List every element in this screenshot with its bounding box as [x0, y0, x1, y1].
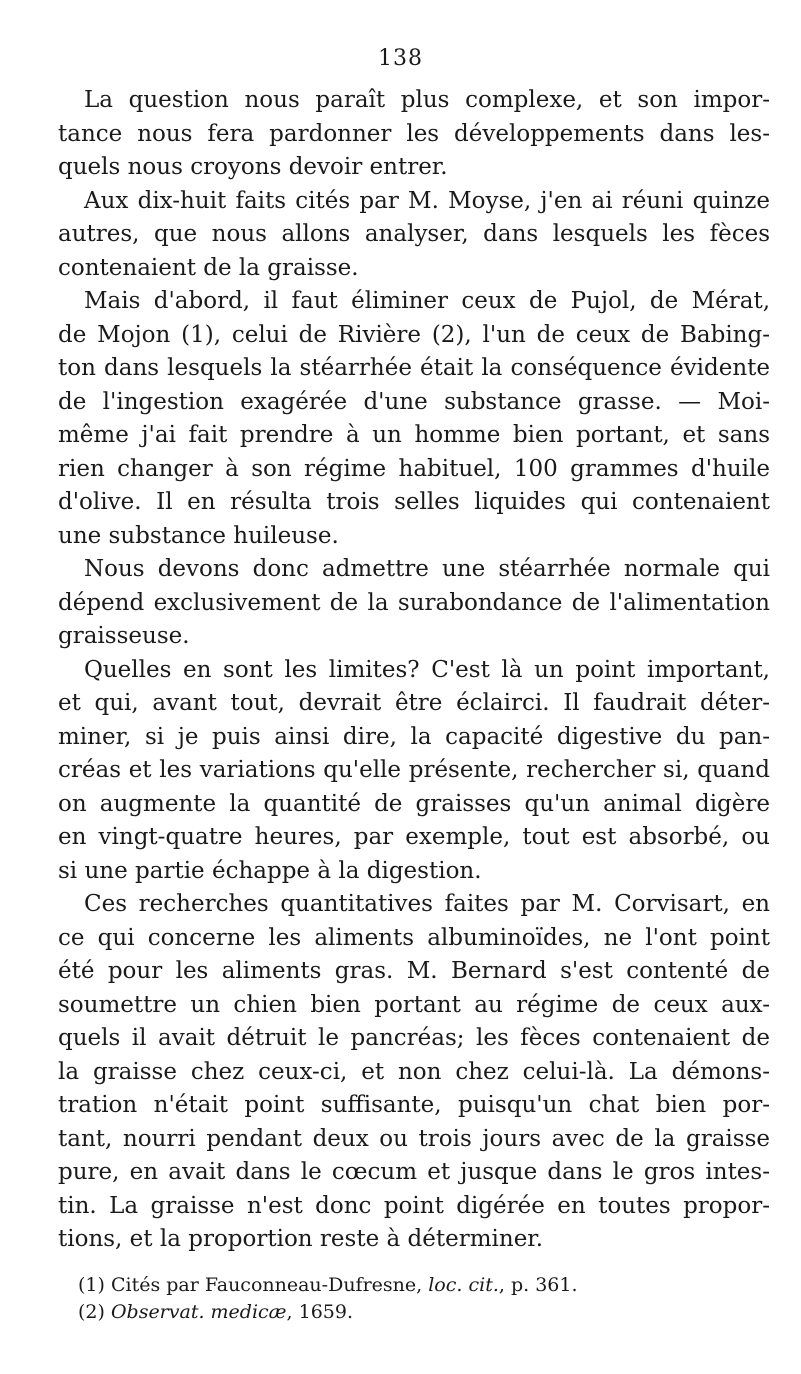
text-line: une substance huileuse.: [58, 522, 339, 549]
text-line: en vingt-quatre heures, par exemple, tout est absorbé, ou: [58, 824, 770, 850]
footnote-marker: (1): [78, 1274, 111, 1296]
text-line: Quelles en sont les limites? C'est là un point important,: [84, 656, 770, 683]
footnote-reference: loc. cit.: [428, 1274, 499, 1296]
footnotes: [78, 1272, 758, 1326]
text-line: contenaient de la graisse.: [58, 254, 359, 281]
text-line: tin. La graisse n'est donc point digérée en toutes propor-: [58, 1192, 770, 1219]
text-line: on augmente la quantité de graisses qu'un animal digère: [58, 790, 770, 817]
footnote-marker: (2): [78, 1301, 111, 1323]
text-line: graisseuse.: [58, 623, 190, 649]
text-line: miner, si je puis ainsi dire, la capacité digestive du pan-: [58, 723, 770, 750]
text-line: de l'ingestion exagérée d'une substance grasse. — Moi-: [58, 388, 770, 415]
text-line: tant, nourri pendant deux ou trois jours avec de la graisse: [58, 1125, 770, 1152]
body-text: [58, 84, 770, 1257]
text-line: quels il avait détruit le pancréas; les fèces contenaient de: [58, 1025, 770, 1051]
page-number: 138: [378, 46, 423, 71]
footnote: [78, 1272, 758, 1299]
text-line: créas et les variations qu'elle présente, rechercher si, quand: [58, 757, 770, 783]
footnote: [78, 1299, 758, 1326]
text-line: et qui, avant tout, devrait être éclairci. Il faudrait déter-: [58, 690, 770, 716]
text-line: dépend exclusivement de la surabondance de l'alimentation: [58, 589, 770, 616]
footnote-tail: , p. 361.: [498, 1274, 578, 1296]
text-line: tration n'était point suffisante, puisqu'un chat bien por-: [58, 1092, 770, 1118]
text-line: ton dans lesquels la stéarrhée était la conséquence évidente: [58, 355, 770, 381]
text-line: Mais d'abord, il faut éliminer ceux de Pujol, de Mérat,: [84, 288, 770, 314]
text-line: quels nous croyons devoir entrer.: [58, 154, 448, 180]
text-line: pure, en avait dans le cœcum et jusque dans le gros intes-: [58, 1159, 770, 1185]
text-line: Aux dix-huit faits cités par M. Moyse, j'en ai réuni quinze: [84, 187, 770, 214]
footnote-text: Cités par Fauconneau-Dufresne,: [110, 1274, 429, 1296]
text-line: même j'ai fait prendre à un homme bien portant, et sans: [58, 422, 770, 448]
footnote-tail: , 1659.: [286, 1301, 354, 1323]
text-line: d'olive. Il en résulta trois selles liquides qui contenaient: [58, 489, 770, 515]
text-line: Ces recherches quantitatives faites par M. Corvisart, en: [84, 891, 770, 917]
text-line: si une partie échappe à la digestion.: [58, 857, 482, 884]
text-line: la graisse chez ceux-ci, et non chez celui-là. La démons-: [58, 1058, 770, 1085]
text-line: tions, et la proportion reste à déterminer.: [58, 1226, 544, 1252]
text-line: La question nous paraît plus complexe, et son impor-: [84, 87, 770, 113]
footnote-reference: Observat. medicæ: [110, 1301, 287, 1323]
text-line: autres, que nous allons analyser, dans lesquels les fèces: [58, 221, 770, 247]
text-line: Nous devons donc admettre une stéarrhée normale qui: [84, 556, 770, 582]
text-line: été pour les aliments gras. M. Bernard s'est contenté de: [58, 958, 770, 984]
text-line: soumettre un chien bien portant au régime de ceux aux-: [58, 991, 770, 1018]
text-line: ce qui concerne les aliments albuminoïdes, ne l'ont point: [58, 924, 770, 951]
text-line: rien changer à son régime habituel, 100 grammes d'huile: [58, 455, 770, 482]
text-line: de Mojon (1), celui de Rivière (2), l'un de ceux de Babing-: [58, 321, 770, 348]
text-line: tance nous fera pardonner les développements dans les-: [58, 120, 770, 147]
